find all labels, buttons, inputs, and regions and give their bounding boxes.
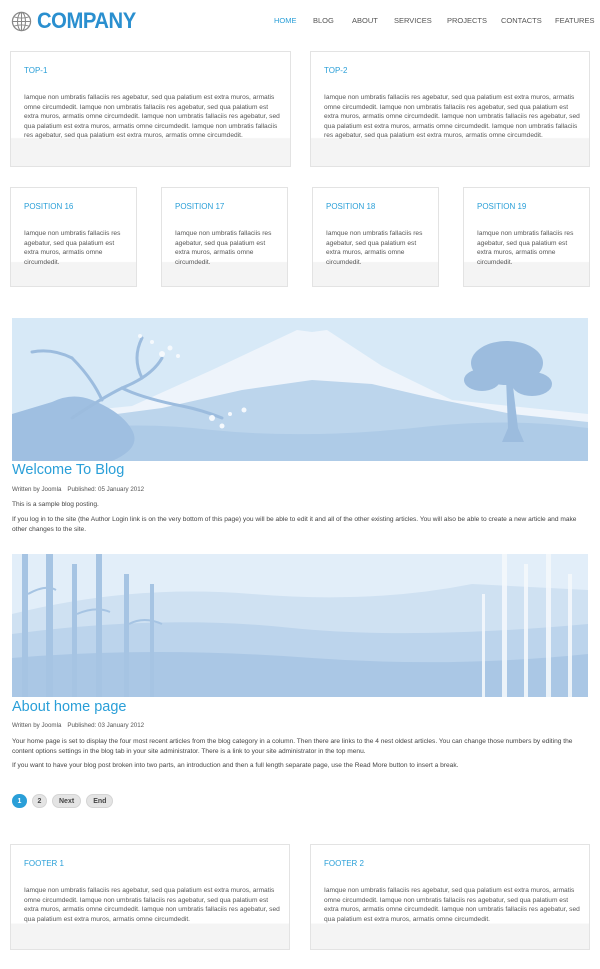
page-1-button[interactable]: 1 [12, 794, 27, 808]
module-text: Iamque non umbratis fallaciis res agebatur, sed qua palatium est extra muros, armatis omne circumdedit. [24, 230, 121, 266]
article-title[interactable]: About home page [12, 699, 127, 715]
article-paragraph: This is a sample blog posting. [12, 501, 99, 508]
article-author: Written by Joomla [12, 486, 62, 493]
nav-projects[interactable]: PROJECTS [447, 16, 488, 25]
module-title: POSITION 17 [175, 202, 225, 211]
module-text: Iamque non umbratis fallaciis res agebatur, sed qua palatium est extra muros, armatis omne circumdedit. [326, 230, 423, 266]
module-title: FOOTER 1 [24, 859, 65, 868]
module-text: Iamque non umbratis fallaciis res agebatur, sed qua palatium est extra muros, armatis omne circumdedit. Iamque non umbratis fallaciis res agebatur, sed qua palatium est extra muros, armatis omne circumdedit. Iamque non umbratis fallaciis res agebatur, sed qua palatium est extra muros, armatis omne circumdedit. Iamque non umbratis fallaciis res agebatur, sed qua palatium est extra muros, armatis omne circumdedit. [324, 94, 580, 140]
module-position-16 [10, 187, 137, 287]
nav-contacts[interactable]: CONTACTS [501, 16, 542, 25]
globe-icon [11, 11, 32, 32]
module-text: Iamque non umbratis fallaciis res agebatur, sed qua palatium est extra muros, armatis omne circumdedit. [477, 230, 574, 266]
module-text: Iamque non umbratis fallaciis res agebatur, sed qua palatium est extra muros, armatis omne circumdedit. Iamque non umbratis fallaciis res agebatur, sed qua palatium est extra muros, armatis omne circumdedit. Iamque non umbratis fallaciis res agebatur, sed qua palatium est extra muros, armatis omne circumdedit. [24, 887, 280, 923]
module-top-1 [10, 51, 291, 167]
article-author: Written by Joomla [12, 722, 62, 729]
module-title: POSITION 19 [477, 202, 527, 211]
module-title: POSITION 16 [24, 202, 74, 211]
article-published: Published: 03 January 2012 [67, 722, 145, 729]
article-published: Published: 05 January 2012 [67, 486, 145, 493]
page-2-button[interactable]: 2 [32, 794, 47, 808]
article-meta [12, 486, 150, 493]
article-meta [12, 722, 150, 729]
module-text: Iamque non umbratis fallaciis res agebatur, sed qua palatium est extra muros, armatis omne circumdedit. Iamque non umbratis fallaciis res agebatur, sed qua palatium est extra muros, armatis omne circumdedit. Iamque non umbratis fallaciis res agebatur, sed qua palatium est extra muros, armatis omne circumdedit. Iamque non umbratis fallaciis res agebatur, sed qua palatium est extra muros, armatis omne circumdedit. [24, 94, 280, 140]
module-title: TOP-1 [24, 66, 48, 75]
module-top-2 [310, 51, 590, 167]
pagination [12, 794, 113, 808]
article-image-bamboo [12, 554, 588, 697]
article-image-mountain [12, 318, 588, 461]
logo[interactable] [11, 8, 144, 34]
brand-name: COMPANY [37, 8, 136, 33]
module-title: POSITION 18 [326, 202, 376, 211]
module-position-18 [312, 187, 439, 287]
nav-blog[interactable]: BLOG [313, 16, 334, 25]
main-nav [274, 16, 595, 25]
module-position-17 [161, 187, 288, 287]
module-text: Iamque non umbratis fallaciis res agebatur, sed qua palatium est extra muros, armatis omne circumdedit. Iamque non umbratis fallaciis res agebatur, sed qua palatium est extra muros, armatis omne circumdedit. Iamque non umbratis fallaciis res agebatur, sed qua palatium est extra muros, armatis omne circumdedit. [324, 887, 580, 923]
next-page-button[interactable]: Next [52, 794, 81, 808]
site-header [0, 0, 600, 42]
nav-services[interactable]: SERVICES [394, 16, 432, 25]
nav-about[interactable]: ABOUT [352, 16, 378, 25]
article-paragraph: If you want to have your blog post broken into two parts, an introduction and then a full length separate page, use the Read More button to insert a break. [12, 762, 459, 769]
article-title[interactable]: Welcome To Blog [12, 462, 125, 478]
module-text: Iamque non umbratis fallaciis res agebatur, sed qua palatium est extra muros, armatis omne circumdedit. [175, 230, 272, 266]
nav-home[interactable]: HOME [274, 16, 297, 25]
end-page-button[interactable]: End [86, 794, 113, 808]
module-title: FOOTER 2 [324, 859, 365, 868]
nav-features[interactable]: FEATURES [555, 16, 595, 25]
mountain-landscape-illustration [12, 318, 588, 461]
module-title: TOP-2 [324, 66, 348, 75]
module-footer-2 [310, 844, 590, 950]
module-footer-1 [10, 844, 290, 950]
article-paragraph: Your home page is set to display the four most recent articles from the blog category in a column. Then there are links to the 4 nest oldest articles. You can change those numbers by editing the content options settings in the blog tab in your site administrator. There is a link to your site administrator in the top menu. [12, 738, 573, 755]
module-position-19 [463, 187, 590, 287]
bamboo-landscape-illustration [12, 554, 588, 697]
article-paragraph: If you log in to the site (the Author Login link is on the very bottom of this page) you will be able to edit it and all of the other existing articles. You will also be able to create a new article and make other changes to the site. [12, 516, 577, 533]
